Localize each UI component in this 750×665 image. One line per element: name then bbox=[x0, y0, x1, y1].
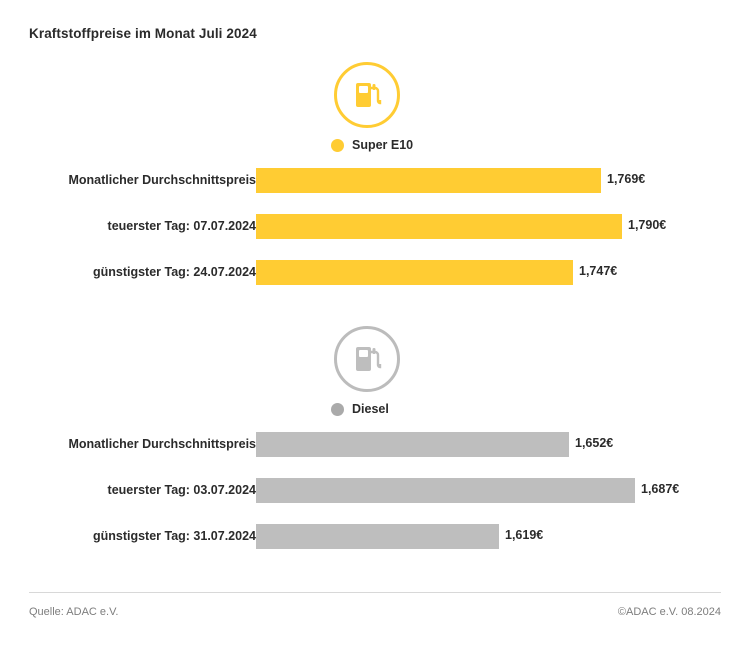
legend-diesel bbox=[331, 402, 389, 416]
badge-ring-super-e10 bbox=[334, 62, 400, 128]
bar-diesel-cheapest bbox=[256, 524, 499, 549]
bar-value-label: 1,652€ bbox=[575, 436, 614, 450]
fuel-pump-icon bbox=[352, 79, 382, 111]
bar-row bbox=[0, 474, 750, 520]
bar-super-e10-cheapest bbox=[256, 260, 573, 285]
bar-value-label: 1,747€ bbox=[579, 264, 618, 278]
bar-row-label: Monatlicher Durchschnittspreis bbox=[68, 173, 256, 187]
bar-row-label: günstigster Tag: 24.07.2024 bbox=[92, 265, 256, 279]
copyright-note: ©ADAC e.V. 08.2024 bbox=[617, 606, 721, 618]
legend-super-e10 bbox=[331, 138, 413, 152]
bar-row bbox=[0, 520, 750, 566]
bar-row-label: teuerster Tag: 07.07.2024 bbox=[107, 219, 256, 233]
bars-diesel bbox=[0, 428, 750, 566]
footer-divider bbox=[29, 592, 721, 593]
bar-super-e10-most-expensive bbox=[256, 214, 622, 239]
page-title: Kraftstoffpreise im Monat Juli 2024 bbox=[29, 26, 257, 41]
bar-row-label: Monatlicher Durchschnittspreis bbox=[68, 437, 256, 451]
bar-row bbox=[0, 164, 750, 210]
bar-row bbox=[0, 428, 750, 474]
bar-value-label: 1,790€ bbox=[628, 218, 667, 232]
badge-diesel bbox=[334, 326, 406, 398]
legend-label-super-e10: Super E10 bbox=[352, 138, 414, 152]
legend-dot-icon bbox=[331, 403, 344, 416]
bar-diesel-most-expensive bbox=[256, 478, 635, 503]
source-note: Quelle: ADAC e.V. bbox=[29, 606, 119, 618]
fuel-pump-icon bbox=[352, 343, 382, 375]
badge-super-e10 bbox=[334, 62, 406, 134]
bar-row bbox=[0, 210, 750, 256]
bar-row bbox=[0, 256, 750, 302]
bar-super-e10-average bbox=[256, 168, 601, 193]
bar-diesel-average bbox=[256, 432, 569, 457]
bar-value-label: 1,769€ bbox=[607, 172, 646, 186]
bar-row-label: teuerster Tag: 03.07.2024 bbox=[107, 483, 256, 497]
badge-ring-diesel bbox=[334, 326, 400, 392]
legend-label-diesel: Diesel bbox=[352, 402, 389, 416]
bar-value-label: 1,687€ bbox=[641, 482, 680, 496]
bar-value-label: 1,619€ bbox=[505, 528, 544, 542]
legend-dot-icon bbox=[331, 139, 344, 152]
bars-super-e10 bbox=[0, 164, 750, 302]
bar-row-label: günstigster Tag: 31.07.2024 bbox=[92, 529, 256, 543]
